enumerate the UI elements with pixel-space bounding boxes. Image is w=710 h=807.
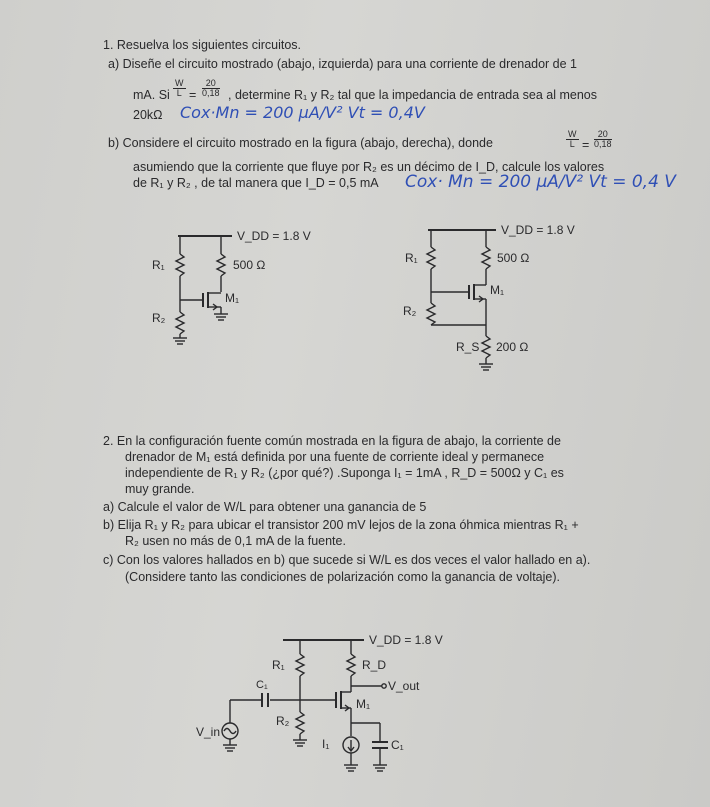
problem-2a: a) Calcule el valor de W/L para obtener una ganancia de 5	[103, 500, 427, 514]
bottom-rd-label: R_D	[362, 658, 387, 672]
bottom-vout-label: V_out	[388, 679, 420, 693]
bottom-m1-label: M₁	[356, 697, 371, 711]
problem-2-line-1: 2. En la configuración fuente común mostrada en la figura de abajo, la corriente de	[103, 434, 561, 448]
left-r1-label: R₁	[152, 258, 165, 272]
problem-2-line-4: muy grande.	[125, 482, 195, 496]
problem-1a-line-1: a) Diseñe el circuito mostrado (abajo, izquierda) para una corriente de drenador de 1	[108, 57, 578, 71]
bottom-c1-label: C₁	[256, 679, 268, 691]
bottom-vdd-label: V_DD = 1.8 V	[369, 633, 443, 647]
left-m1-label: M₁	[225, 291, 240, 305]
right-rd-label: 500 Ω	[497, 251, 530, 265]
wl-fraction-b: $\frac{W}{L}$	[568, 129, 577, 149]
ratio-fraction: $\frac{20}{0,18}$	[202, 78, 220, 98]
right-r1-label: R₁	[405, 251, 418, 265]
problem-1b-line-1: b) Considere el circuito mostrado en la figura (abajo, derecha), donde	[108, 136, 493, 150]
document-page: 1. Resuelva los siguientes circuitos. a) Diseñe el circuito mostrado (abajo, izquierda) para una corriente de drenador de 1 mA. Si $\frac{W}{L}$ = $\frac{20}{0,18}$ , determine R₁ y R₂ tal que la impedancia de entrada sea al menos 20kΩ Cox·Mn = 200 μA/V² Vt = 0,4V b) Considere el circuito mostrado en la figura (abajo, derecha), donde $\frac{W}{L}$ = $\frac{20}{0,18}$ asumiendo que la corriente que fluye por R₂ es un décimo de I_D, calcule los valores de R₁ y R₂ , de tal manera que I_D = 0,5 mA Cox· Mn = 200 μA/V² Vt = 0,4 V 2. En la configuración fuente común mostrada en la figura de abajo, la corriente de drenador de M₁ está definida por una fuente de corriente ideal y permanece independiente de R₁ y R₂ (¿por qué?) .Suponga I₁ = 1mA , R_D = 500Ω y C₁ es muy grande. a) Calcule el valor de W/L para obtener una ganancia de 5 b) Elija R₁ y R₂ para ubicar el transistor 200 mV lejos de la zona óhmica mientras R₁ + R₂ usen no más de 0,1 mA de la fuente. c) Con los valores hallados en b) que sucede si W/L es dos veces el valor hallado en a). (Considere tanto las condiciones de polarización como la ganancia de voltaje). V_DD = 1.8 V R₁ R₂ 500 Ω M₁ V_DD = 1.8 V R₁ R₂ 500 Ω M₁ R_S 200 Ω V_DD = 1.8 V R₁ R_D V_out C₁ M₁ R₂ V_in I₁ C₁	[0, 0, 710, 807]
bottom-r1-label: R₁	[272, 658, 285, 672]
circuit-left	[173, 236, 232, 344]
right-m1-label: M₁	[490, 283, 505, 297]
left-rd-label: 500 Ω	[233, 258, 266, 272]
ratio-fraction-b: $\frac{20}{0,18}$	[594, 129, 612, 149]
left-r2-label: R₂	[152, 311, 166, 325]
handwritten-note-a: Cox·Mn = 200 μA/V² Vt = 0,4V	[180, 103, 425, 122]
problem-2b-line-2: R₂ usen no más de 0,1 mA de la fuente.	[125, 534, 346, 548]
right-rs-label: R_S	[456, 340, 480, 354]
left-vdd-label: V_DD = 1.8 V	[237, 229, 311, 243]
bottom-vin-label: V_in	[196, 725, 221, 739]
problem-2b-line-1: b) Elija R₁ y R₂ para ubicar el transistor 200 mV lejos de la zona óhmica mientras R₁ +	[103, 518, 579, 532]
bottom-c1-load-label: C₁	[391, 738, 404, 752]
problem-2c-line-1: c) Con los valores hallados en b) que sucede si W/L es dos veces el valor hallado en a).	[103, 553, 591, 567]
handwritten-note-b: Cox· Mn = 200 μA/V² Vt = 0,4 V	[405, 172, 676, 192]
problem-2-line-2: drenador de M₁ está definida por una fuente de corriente ideal y permanece	[125, 450, 545, 464]
right-rs-value: 200 Ω	[496, 340, 529, 354]
problem-1a-line-2-pre: mA. Si	[133, 88, 170, 102]
wl-fraction: $\frac{W}{L}$	[175, 78, 184, 98]
problem-1b-line-3: de R₁ y R₂ , de tal manera que I_D = 0,5 mA	[133, 176, 379, 190]
right-vdd-label: V_DD = 1.8 V	[501, 223, 575, 237]
problem-1b-line-2: asumiendo que la corriente que fluye por R₂ es un décimo de I_D, calcule los valores	[133, 160, 605, 174]
problem-1a-line-3: 20kΩ	[133, 108, 163, 122]
problem-2-line-3: independiente de R₁ y R₂ (¿por qué?) .Suponga I₁ = 1mA , R_D = 500Ω y C₁ es	[125, 466, 564, 480]
problem-1a-line-2-post: , determine R₁ y R₂ tal que la impedancia de entrada sea al menos	[228, 88, 597, 102]
right-r2-label: R₂	[403, 304, 417, 318]
bottom-r2-label: R₂	[276, 714, 290, 728]
bottom-i1-label: I₁	[322, 737, 330, 751]
problem-2c-line-2: (Considere tanto las condiciones de polarización como la ganancia de voltaje).	[125, 570, 560, 584]
problem-1-heading: 1. Resuelva los siguientes circuitos.	[103, 38, 302, 52]
